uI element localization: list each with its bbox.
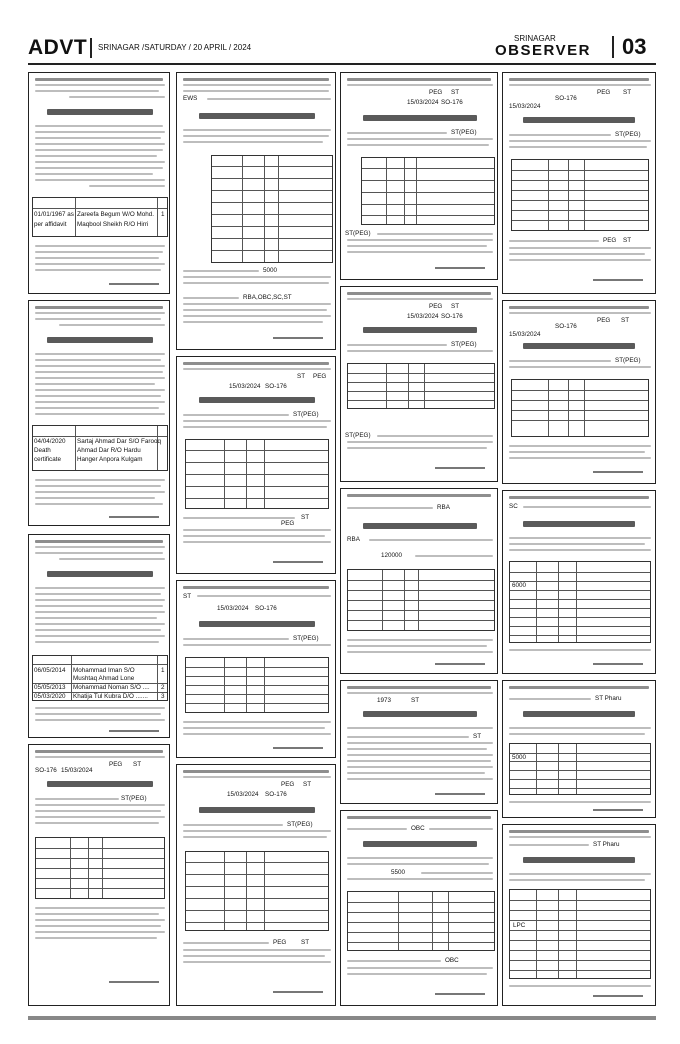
signature-line (435, 663, 485, 665)
notice-title (363, 523, 477, 529)
notice-table (185, 439, 329, 509)
notice-title (523, 857, 635, 863)
signature-line (593, 471, 643, 473)
st-code: ST (297, 373, 306, 380)
peg-code: PEG (313, 373, 327, 380)
notice-table (185, 851, 329, 931)
st-pharu-code: ST Pharu (593, 841, 620, 848)
notice-table (211, 155, 333, 263)
notice-title (47, 337, 153, 343)
st-peg-code: ST(PEG) (451, 129, 477, 136)
table-cell: Maqbool Sheikh R/O Hirri (77, 221, 149, 228)
dateline: SRINAGAR /SATURDAY / 20 APRIL / 2024 (98, 43, 252, 52)
st-code: ST (451, 303, 460, 310)
notice-table (347, 569, 495, 631)
notice-title (47, 781, 153, 787)
notice-13 (340, 810, 498, 1006)
signature-line (435, 267, 485, 269)
notice-table (511, 379, 649, 437)
notice-title (199, 807, 315, 813)
table-cell: Khatija Tul Kubra D/O ....... (73, 693, 148, 700)
notice-title (523, 711, 635, 717)
footer-rule (28, 1016, 656, 1020)
table-cell: Mohammad Iman S/O (73, 667, 135, 674)
notice-17 (502, 680, 656, 818)
notice-title (363, 327, 477, 333)
st-code: ST (183, 593, 192, 600)
st-code: ST (133, 761, 142, 768)
peg-code: PEG (109, 761, 123, 768)
st-peg-code: ST(PEG) (345, 230, 371, 237)
header-rule (28, 63, 656, 65)
st-peg-code: ST(PEG) (345, 432, 371, 439)
notice-10 (340, 286, 498, 482)
notice-table (509, 889, 651, 979)
notice-title (199, 113, 315, 119)
st-code: ST (451, 89, 460, 96)
header-divider (612, 36, 614, 58)
notice-14 (502, 72, 656, 294)
notice-table (32, 655, 168, 701)
signature-line (109, 981, 159, 983)
notice-table (35, 837, 165, 899)
notice-table (347, 363, 495, 409)
table-cell: 05/03/2020 (34, 693, 66, 700)
table-cell: 1 (161, 667, 165, 674)
notice-title (47, 109, 153, 115)
notice-table (509, 561, 651, 643)
notice-table (347, 891, 495, 951)
page-number: 03 (622, 34, 647, 59)
sc-code: SC (509, 503, 518, 510)
section-label: ADVT (28, 36, 88, 59)
notice-15 (502, 300, 656, 484)
st-code: ST (411, 697, 420, 704)
peg-code: PEG (597, 317, 611, 324)
table-cell: Mushtaq Ahmad Lone (73, 675, 135, 682)
table-cell: 06/05/2014 (34, 667, 66, 674)
signature-line (109, 730, 159, 732)
st-pharu-code: ST Pharu (595, 695, 622, 702)
signature-line (593, 995, 643, 997)
table-cell: per affidavit (34, 221, 67, 228)
signature-line (273, 561, 323, 563)
page-header (0, 0, 680, 64)
issue-date: 15/03/2024 (61, 767, 93, 774)
so-ref: SO-176 (555, 323, 577, 330)
obc-code: OBC (411, 825, 425, 832)
signature-line (435, 993, 485, 995)
signature-line (109, 516, 159, 518)
table-cell: 3 (161, 693, 165, 700)
table-cell: Ahmad Dar R/O Hardu (77, 447, 141, 454)
notice-table (32, 425, 168, 471)
st-peg-code: ST(PEG) (451, 341, 477, 348)
notice-title (47, 571, 153, 577)
table-cell: Mohammad Noman S/O .... (73, 684, 150, 691)
rba-code: RBA,OBC,SC,ST (243, 294, 292, 301)
notice-table (509, 743, 651, 795)
notice-1 (28, 72, 170, 294)
notice-title (523, 343, 635, 349)
notice-11 (340, 488, 498, 674)
signature-line (593, 809, 643, 811)
amount: 6000 (512, 582, 527, 589)
issue-date: 15/03/2024 (407, 313, 439, 320)
publication-city: SRINAGAR (514, 34, 556, 43)
table-cell: 05/05/2013 (34, 684, 66, 691)
table-cell: Hanger Anpora Kulgam (77, 456, 143, 463)
signature-line (109, 283, 159, 285)
notice-table (361, 157, 495, 225)
notice-3 (28, 534, 170, 738)
notice-title (363, 711, 477, 717)
peg-code: PEG (429, 303, 443, 310)
st-code: ST (473, 733, 482, 740)
so-ref: SO-176 (35, 767, 57, 774)
table-cell: 01/01/1967 as (34, 211, 74, 218)
notice-18 (502, 824, 656, 1006)
st-peg-code: ST(PEG) (287, 821, 313, 828)
so-ref: SO-176 (265, 791, 287, 798)
notice-8 (176, 764, 336, 1006)
notice-4 (28, 744, 170, 1006)
notice-7 (176, 580, 336, 758)
year: 1973 (377, 697, 392, 704)
header-divider (90, 38, 92, 58)
st-code: ST (301, 514, 310, 521)
obc-code: OBC (445, 957, 459, 964)
signature-line (273, 337, 323, 339)
peg-code: PEG (281, 520, 295, 527)
amount: 120000 (381, 552, 403, 559)
st-code: ST (303, 781, 312, 788)
st-peg-code: ST(PEG) (293, 411, 319, 418)
amount: 5500 (391, 869, 406, 876)
so-ref: SO-176 (255, 605, 277, 612)
so-ref: SO-176 (265, 383, 287, 390)
notice-2 (28, 300, 170, 526)
table-cell: Zareefa Begum W/O Mohd. (77, 211, 154, 218)
st-code: ST (623, 89, 632, 96)
amount: 5000 (263, 267, 278, 274)
peg-code: PEG (429, 89, 443, 96)
notice-5 (176, 72, 336, 350)
st-peg-code: ST(PEG) (615, 357, 641, 364)
st-code: ST (301, 939, 310, 946)
so-ref: SO-176 (441, 99, 463, 106)
so-ref: SO-176 (555, 95, 577, 102)
issue-date: 15/03/2024 (229, 383, 261, 390)
table-cell: 2 (161, 684, 165, 691)
issue-date: 15/03/2024 (217, 605, 249, 612)
so-ref: SO-176 (441, 313, 463, 320)
notice-table (511, 159, 649, 231)
peg-code: PEG (273, 939, 287, 946)
notice-title (363, 841, 477, 847)
signature-line (593, 279, 643, 281)
peg-code: PEG (603, 237, 617, 244)
ews-code: EWS (183, 95, 198, 102)
peg-code: PEG (597, 89, 611, 96)
issue-date: 15/03/2024 (407, 99, 439, 106)
lpc-code: LPC (513, 922, 526, 929)
signature-line (273, 747, 323, 749)
st-peg-code: ST(PEG) (293, 635, 319, 642)
st-code: ST (623, 237, 632, 244)
issue-date: 15/03/2024 (227, 791, 259, 798)
st-peg-code: ST(PEG) (615, 131, 641, 138)
peg-code: PEG (281, 781, 295, 788)
notice-title (363, 115, 477, 121)
notice-table (32, 197, 168, 237)
notice-6 (176, 356, 336, 574)
notice-table (185, 657, 329, 713)
table-cell: Death (34, 447, 51, 454)
notice-title (199, 621, 315, 627)
amount: 5000 (512, 754, 527, 761)
st-code: ST (621, 317, 630, 324)
table-cell: 1 (161, 211, 165, 218)
signature-line (435, 793, 485, 795)
issue-date: 15/03/2024 (509, 103, 541, 110)
notice-9 (340, 72, 498, 280)
issue-date: 15/03/2024 (509, 331, 541, 338)
publication-name: OBSERVER (495, 42, 591, 59)
st-peg-code: ST(PEG) (121, 795, 147, 802)
notice-title (523, 117, 635, 123)
signature-line (435, 467, 485, 469)
signature-line (593, 663, 643, 665)
rba-code: RBA (347, 536, 360, 543)
signature-line (273, 991, 323, 993)
rba-code: RBA (437, 504, 450, 511)
notice-12 (340, 680, 498, 804)
notice-title (199, 397, 315, 403)
table-cell: certificate (34, 456, 61, 463)
table-cell: Sartaj Ahmad Dar S/O Farooq (77, 438, 161, 445)
notice-title (523, 521, 635, 527)
table-cell: 04/04/2020 (34, 438, 66, 445)
notice-16 (502, 490, 656, 674)
